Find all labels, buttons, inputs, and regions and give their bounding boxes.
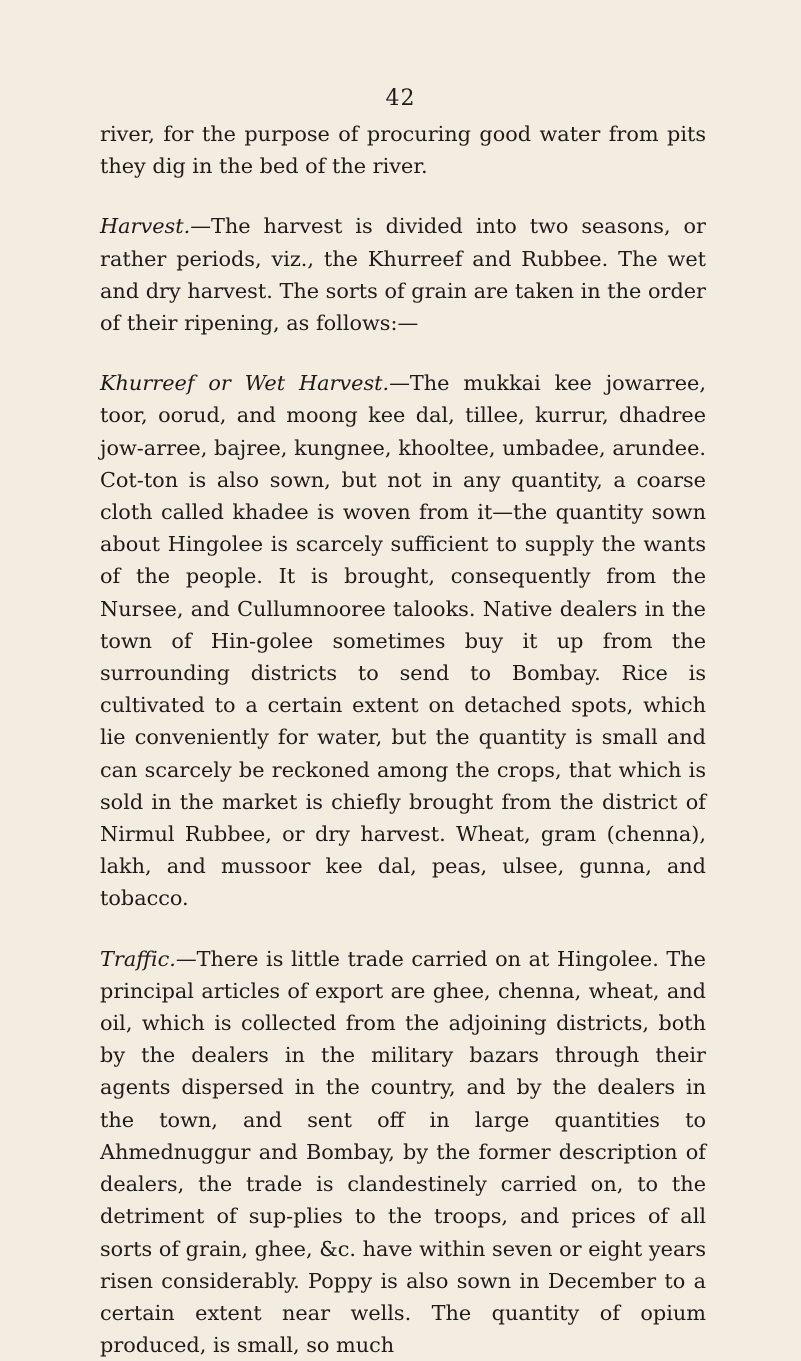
section-heading-khurreef: Khurreef or Wet Harvest. xyxy=(100,371,390,396)
section-heading-harvest: Harvest. xyxy=(100,214,191,239)
paragraph-text: river, for the purpose of procuring good water from pits they dig in the bed of the river. xyxy=(100,122,706,179)
paragraph-text: —The harvest is divided into two seasons, or rather periods, viz., the Khurreef and Rubbee. The wet and dry harvest. The sorts of grain are taken in the order of their ripening, as follows:— xyxy=(100,214,706,336)
paragraph-text: —The mukkai kee jowarree, toor, oorud, and moong kee dal, tillee, kurrur, dhadree jow-arree, bajree, kungnee, khooltee, umbadee, arundee. Cot-ton is also sown, but not in any quantity, a coarse cloth called khadee is woven from it—the quantity sown about Hingolee is scarcely sufficient to supply the wants of the people. It is brought, consequently from the Nursee, and Cullumnooree talooks. Native dealers in the town of Hin-golee sometimes buy it up from the surrounding districts to send to Bombay. Rice is cultivated to a certain extent on detached spots, which lie conveniently for water, but the quantity is small and can scarcely be reckoned among the crops, that which is sold in the market is chiefly brought from the district of Nirmul Rubbee, or dry harvest. Wheat, gram (chenna), lakh, and mussoor kee dal, peas, ulsee, gunna, and tobacco. xyxy=(100,371,706,911)
body-text xyxy=(100,118,706,1361)
section-heading-traffic: Traffic. xyxy=(100,946,176,971)
paragraph-khurreef xyxy=(100,367,706,914)
page-number: 42 xyxy=(385,86,416,111)
paragraph-river xyxy=(100,118,706,182)
paragraph-traffic xyxy=(100,943,706,1361)
paragraph-harvest xyxy=(100,210,706,339)
paragraph-text: —There is little trade carried on at Hingolee. The principal articles of export are ghee, chenna, wheat, and oil, which is collected from the adjoining districts, both by the dealers in the military bazars through their agents dispersed in the country, and by the dealers in the town, and sent off in large quantities to Ahmednuggur and Bombay, by the former description of dealers, the trade is clandestinely carried on, to the detriment of sup-plies to the troops, and prices of all sorts of grain, ghee, &c. have within seven or eight years risen considerably. Poppy is also sown in December to a certain extent near wells. The quantity of opium produced, is small, so much xyxy=(100,946,706,1358)
